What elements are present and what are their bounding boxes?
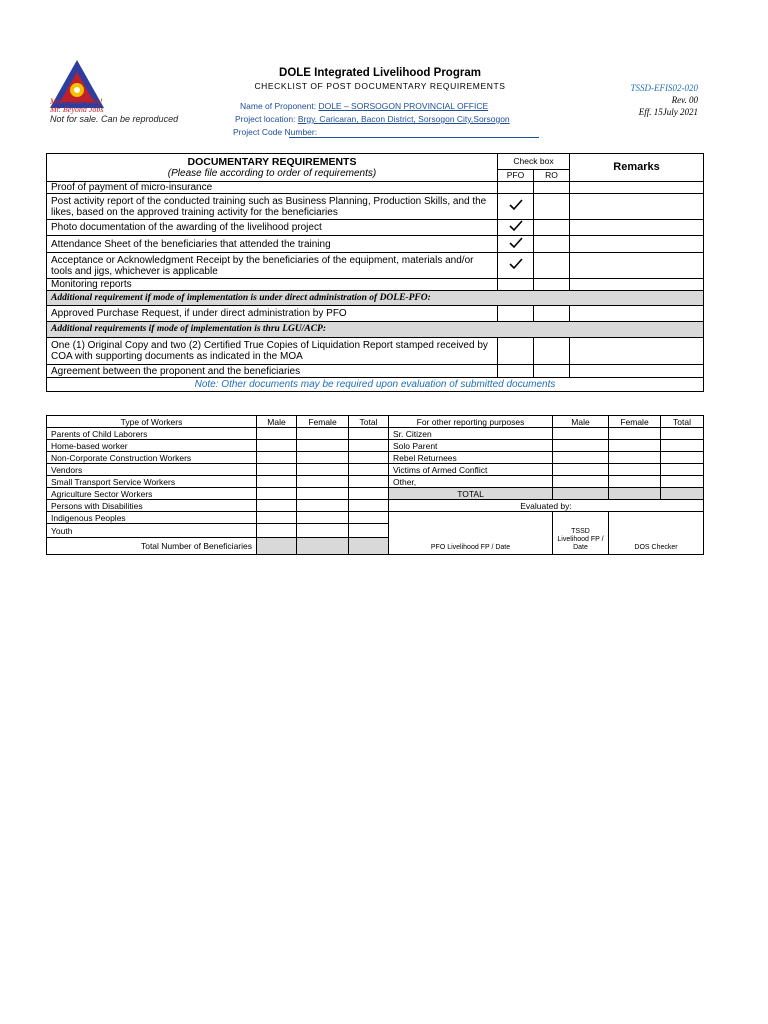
count-cell[interactable] (297, 500, 349, 512)
count-cell[interactable] (553, 488, 609, 500)
page-subtitle: CHECKLIST OF POST DOCUMENTARY REQUIREMENTS (254, 81, 506, 91)
count-cell[interactable] (297, 452, 349, 464)
pfo-signature-label: PFO Livelihood FP / Date (430, 544, 511, 551)
note-text: Note: Other documents may be required upon evaluation of submitted documents (47, 378, 704, 392)
pfo-section-label: Additional requirement if mode of implementation is under direct administration of DOLE-PFO: (47, 291, 704, 306)
evaluated-by-label: Evaluated by: (389, 500, 704, 512)
pfo-header: PFO (498, 170, 534, 182)
male-header: Male (257, 416, 297, 428)
requirement-text: Photo documentation of the awarding of the livelihood project (47, 220, 498, 236)
worker-type-label: Home-based worker (47, 440, 257, 452)
requirements-table (46, 153, 704, 392)
count-cell[interactable] (257, 464, 297, 476)
other-purposes-header: For other reporting purposes (389, 416, 553, 428)
checkmark-icon (509, 237, 523, 249)
ro-header: RO (534, 170, 570, 182)
stats-row (47, 428, 704, 440)
logo-script-text: More than Jobs! Mr. Beyond Jobs (50, 97, 104, 114)
pfo-section-row (47, 291, 704, 306)
worker-type-label: Vendors (47, 464, 257, 476)
count-cell[interactable] (257, 428, 297, 440)
stats-row (47, 500, 704, 512)
dos-signature-cell[interactable] (609, 512, 704, 555)
lgu-section-label: Additional requirements if mode of implementation is thru LGU/ACP: (47, 322, 704, 338)
form-code: TSSD-EFIS02-020 (630, 83, 698, 93)
count-cell[interactable] (349, 428, 389, 440)
code-row (233, 127, 317, 137)
total-beneficiaries-label: Total Number of Beneficiaries (47, 538, 257, 555)
count-cell[interactable] (349, 512, 389, 524)
not-for-sale-note: Not for sale. Can be reproduced (50, 114, 179, 124)
checkmark-icon (509, 220, 523, 232)
other-type-label: Rebel Returnees (389, 452, 553, 464)
count-cell[interactable] (609, 488, 661, 500)
count-cell[interactable] (297, 538, 349, 555)
requirement-text: Proof of payment of micro-insurance (47, 182, 498, 194)
requirement-text: One (1) Original Copy and two (2) Certified True Copies of Liquidation Report stamped received by COA with supporting documents as indicated in the MOA (47, 338, 498, 365)
remarks-cell[interactable] (570, 338, 704, 365)
requirement-row (47, 306, 704, 322)
requirements-header (47, 154, 498, 182)
count-cell[interactable] (553, 440, 609, 452)
male-header: Male (553, 416, 609, 428)
worker-type-label: Youth (47, 524, 257, 538)
pfo-checkbox[interactable] (498, 279, 534, 291)
remarks-cell[interactable] (570, 365, 704, 378)
count-cell[interactable] (349, 452, 389, 464)
count-cell[interactable] (661, 488, 704, 500)
count-cell[interactable] (257, 452, 297, 464)
count-cell[interactable] (661, 464, 704, 476)
requirement-text: Monitoring reports (47, 279, 498, 291)
checkbox-header: Check box (498, 154, 570, 170)
remarks-cell[interactable] (570, 220, 704, 236)
remarks-cell[interactable] (570, 279, 704, 291)
stats-row (47, 440, 704, 452)
count-cell[interactable] (297, 464, 349, 476)
pfo-checkbox[interactable] (498, 182, 534, 194)
requirement-row (47, 338, 704, 365)
count-cell[interactable] (257, 538, 297, 555)
worker-type-label: Non-Corporate Construction Workers (47, 452, 257, 464)
pfo-signature-cell[interactable] (389, 512, 553, 555)
count-cell[interactable] (257, 512, 297, 524)
count-cell[interactable] (257, 500, 297, 512)
requirement-text: Post activity report of the conducted training such as Business Planning, Production Skills, and the likes, based on the approved training activity for the beneficiaries (47, 194, 498, 220)
count-cell[interactable] (553, 452, 609, 464)
count-cell[interactable] (297, 524, 349, 538)
remarks-cell[interactable] (570, 194, 704, 220)
requirement-text: Agreement between the proponent and the beneficiaries (47, 365, 498, 378)
requirement-text: Acceptance or Acknowledgment Receipt by the beneficiaries of the equipment, materials and/or tools and jigs, whichever is applicable (47, 253, 498, 279)
count-cell[interactable] (609, 428, 661, 440)
page-title: DOLE Integrated Livelihood Program (279, 67, 481, 79)
count-cell[interactable] (553, 476, 609, 488)
requirement-text: Approved Purchase Request, if under direct administration by PFO (47, 306, 498, 322)
ro-checkbox[interactable] (534, 194, 570, 220)
stats-row (47, 488, 704, 500)
note-row (47, 378, 704, 392)
count-cell[interactable] (349, 538, 389, 555)
count-cell[interactable] (349, 476, 389, 488)
requirements-subtitle: (Please file according to order of requirements) (167, 167, 377, 179)
count-cell[interactable] (553, 464, 609, 476)
remarks-cell[interactable] (570, 236, 704, 253)
ro-checkbox[interactable] (534, 279, 570, 291)
other-type-label: Solo Parent (389, 440, 553, 452)
pfo-checkbox[interactable] (498, 236, 534, 253)
total-row-label: TOTAL (389, 488, 553, 500)
pfo-checkbox[interactable] (498, 338, 534, 365)
location-label: Project location: (235, 114, 296, 124)
code-value-line (289, 137, 539, 138)
count-cell[interactable] (257, 476, 297, 488)
stats-row (47, 476, 704, 488)
count-cell[interactable] (349, 440, 389, 452)
proponent-value: DOLE – SORSOGON PROVINCIAL OFFICE (318, 101, 489, 111)
count-cell[interactable] (297, 440, 349, 452)
type-of-workers-header: Type of Workers (47, 416, 257, 428)
code-label: Project Code Number: (233, 127, 318, 137)
count-cell[interactable] (257, 488, 297, 500)
count-cell[interactable] (297, 512, 349, 524)
total-header: Total (661, 416, 704, 428)
location-value: Brgy. Caricaran, Bacon District, Sorsogon City,Sorsogon (297, 114, 510, 124)
ro-checkbox[interactable] (534, 182, 570, 194)
count-cell[interactable] (661, 440, 704, 452)
requirement-row (47, 279, 704, 291)
remarks-cell[interactable] (570, 253, 704, 279)
count-cell[interactable] (609, 452, 661, 464)
count-cell[interactable] (349, 524, 389, 538)
requirement-row (47, 253, 704, 279)
ro-checkbox[interactable] (534, 338, 570, 365)
ro-checkbox[interactable] (534, 365, 570, 378)
checkmark-icon (509, 199, 523, 211)
pfo-checkbox[interactable] (498, 220, 534, 236)
requirement-row (47, 182, 704, 194)
count-cell[interactable] (297, 488, 349, 500)
requirement-row (47, 365, 704, 378)
tssd-signature-cell[interactable] (553, 512, 609, 555)
count-cell[interactable] (609, 440, 661, 452)
proponent-label: Name of Proponent: (240, 101, 317, 111)
count-cell[interactable] (661, 452, 704, 464)
form-rev: Rev. 00 (671, 95, 698, 105)
form-eff: Eff. 15July 2021 (638, 107, 698, 117)
stats-row (47, 512, 704, 524)
form-reference (631, 82, 699, 118)
requirement-row (47, 220, 704, 236)
worker-type-label: Indigenous Peoples (47, 512, 257, 524)
total-header: Total (349, 416, 389, 428)
stats-row (47, 464, 704, 476)
remarks-header: Remarks (570, 154, 704, 182)
dos-signature-label: DOS Checker (634, 544, 678, 551)
count-cell[interactable] (661, 428, 704, 440)
requirement-row (47, 194, 704, 220)
count-cell[interactable] (297, 428, 349, 440)
count-cell[interactable] (349, 500, 389, 512)
ro-checkbox[interactable] (534, 220, 570, 236)
ro-checkbox[interactable] (534, 306, 570, 322)
lgu-section-row (47, 322, 704, 338)
count-cell[interactable] (609, 476, 661, 488)
count-cell[interactable] (609, 464, 661, 476)
location-row (235, 114, 510, 124)
other-type-label: Sr. Citizen (389, 428, 553, 440)
other-type-label: Other, (389, 476, 553, 488)
count-cell[interactable] (257, 440, 297, 452)
worker-type-label: Persons with Disabilities (47, 500, 257, 512)
worker-type-label: Agriculture Sector Workers (47, 488, 257, 500)
pfo-checkbox[interactable] (498, 306, 534, 322)
beneficiary-stats-table (46, 415, 704, 555)
worker-type-label: Parents of Child Laborers (47, 428, 257, 440)
female-header: Female (297, 416, 349, 428)
stats-header-row (47, 416, 704, 428)
count-cell[interactable] (661, 476, 704, 488)
worker-type-label: Small Transport Service Workers (47, 476, 257, 488)
pfo-checkbox[interactable] (498, 365, 534, 378)
pfo-checkbox[interactable] (498, 194, 534, 220)
count-cell[interactable] (349, 464, 389, 476)
requirements-header-row (47, 154, 704, 170)
remarks-cell[interactable] (570, 306, 704, 322)
count-cell[interactable] (349, 488, 389, 500)
ro-checkbox[interactable] (534, 253, 570, 279)
ro-checkbox[interactable] (534, 236, 570, 253)
remarks-cell[interactable] (570, 182, 704, 194)
proponent-row (240, 101, 488, 111)
requirements-title: DOCUMENTARY REQUIREMENTS (187, 155, 357, 168)
count-cell[interactable] (297, 476, 349, 488)
requirement-row (47, 236, 704, 253)
stats-row (47, 452, 704, 464)
checkmark-icon (509, 258, 523, 270)
other-type-label: Victims of Armed Conflict (389, 464, 553, 476)
count-cell[interactable] (257, 524, 297, 538)
female-header: Female (609, 416, 661, 428)
requirement-text: Attendance Sheet of the beneficiaries that attended the training (47, 236, 498, 253)
pfo-checkbox[interactable] (498, 253, 534, 279)
count-cell[interactable] (553, 428, 609, 440)
tssd-signature-label: TSSD Livelihood FP / Date (557, 528, 604, 551)
